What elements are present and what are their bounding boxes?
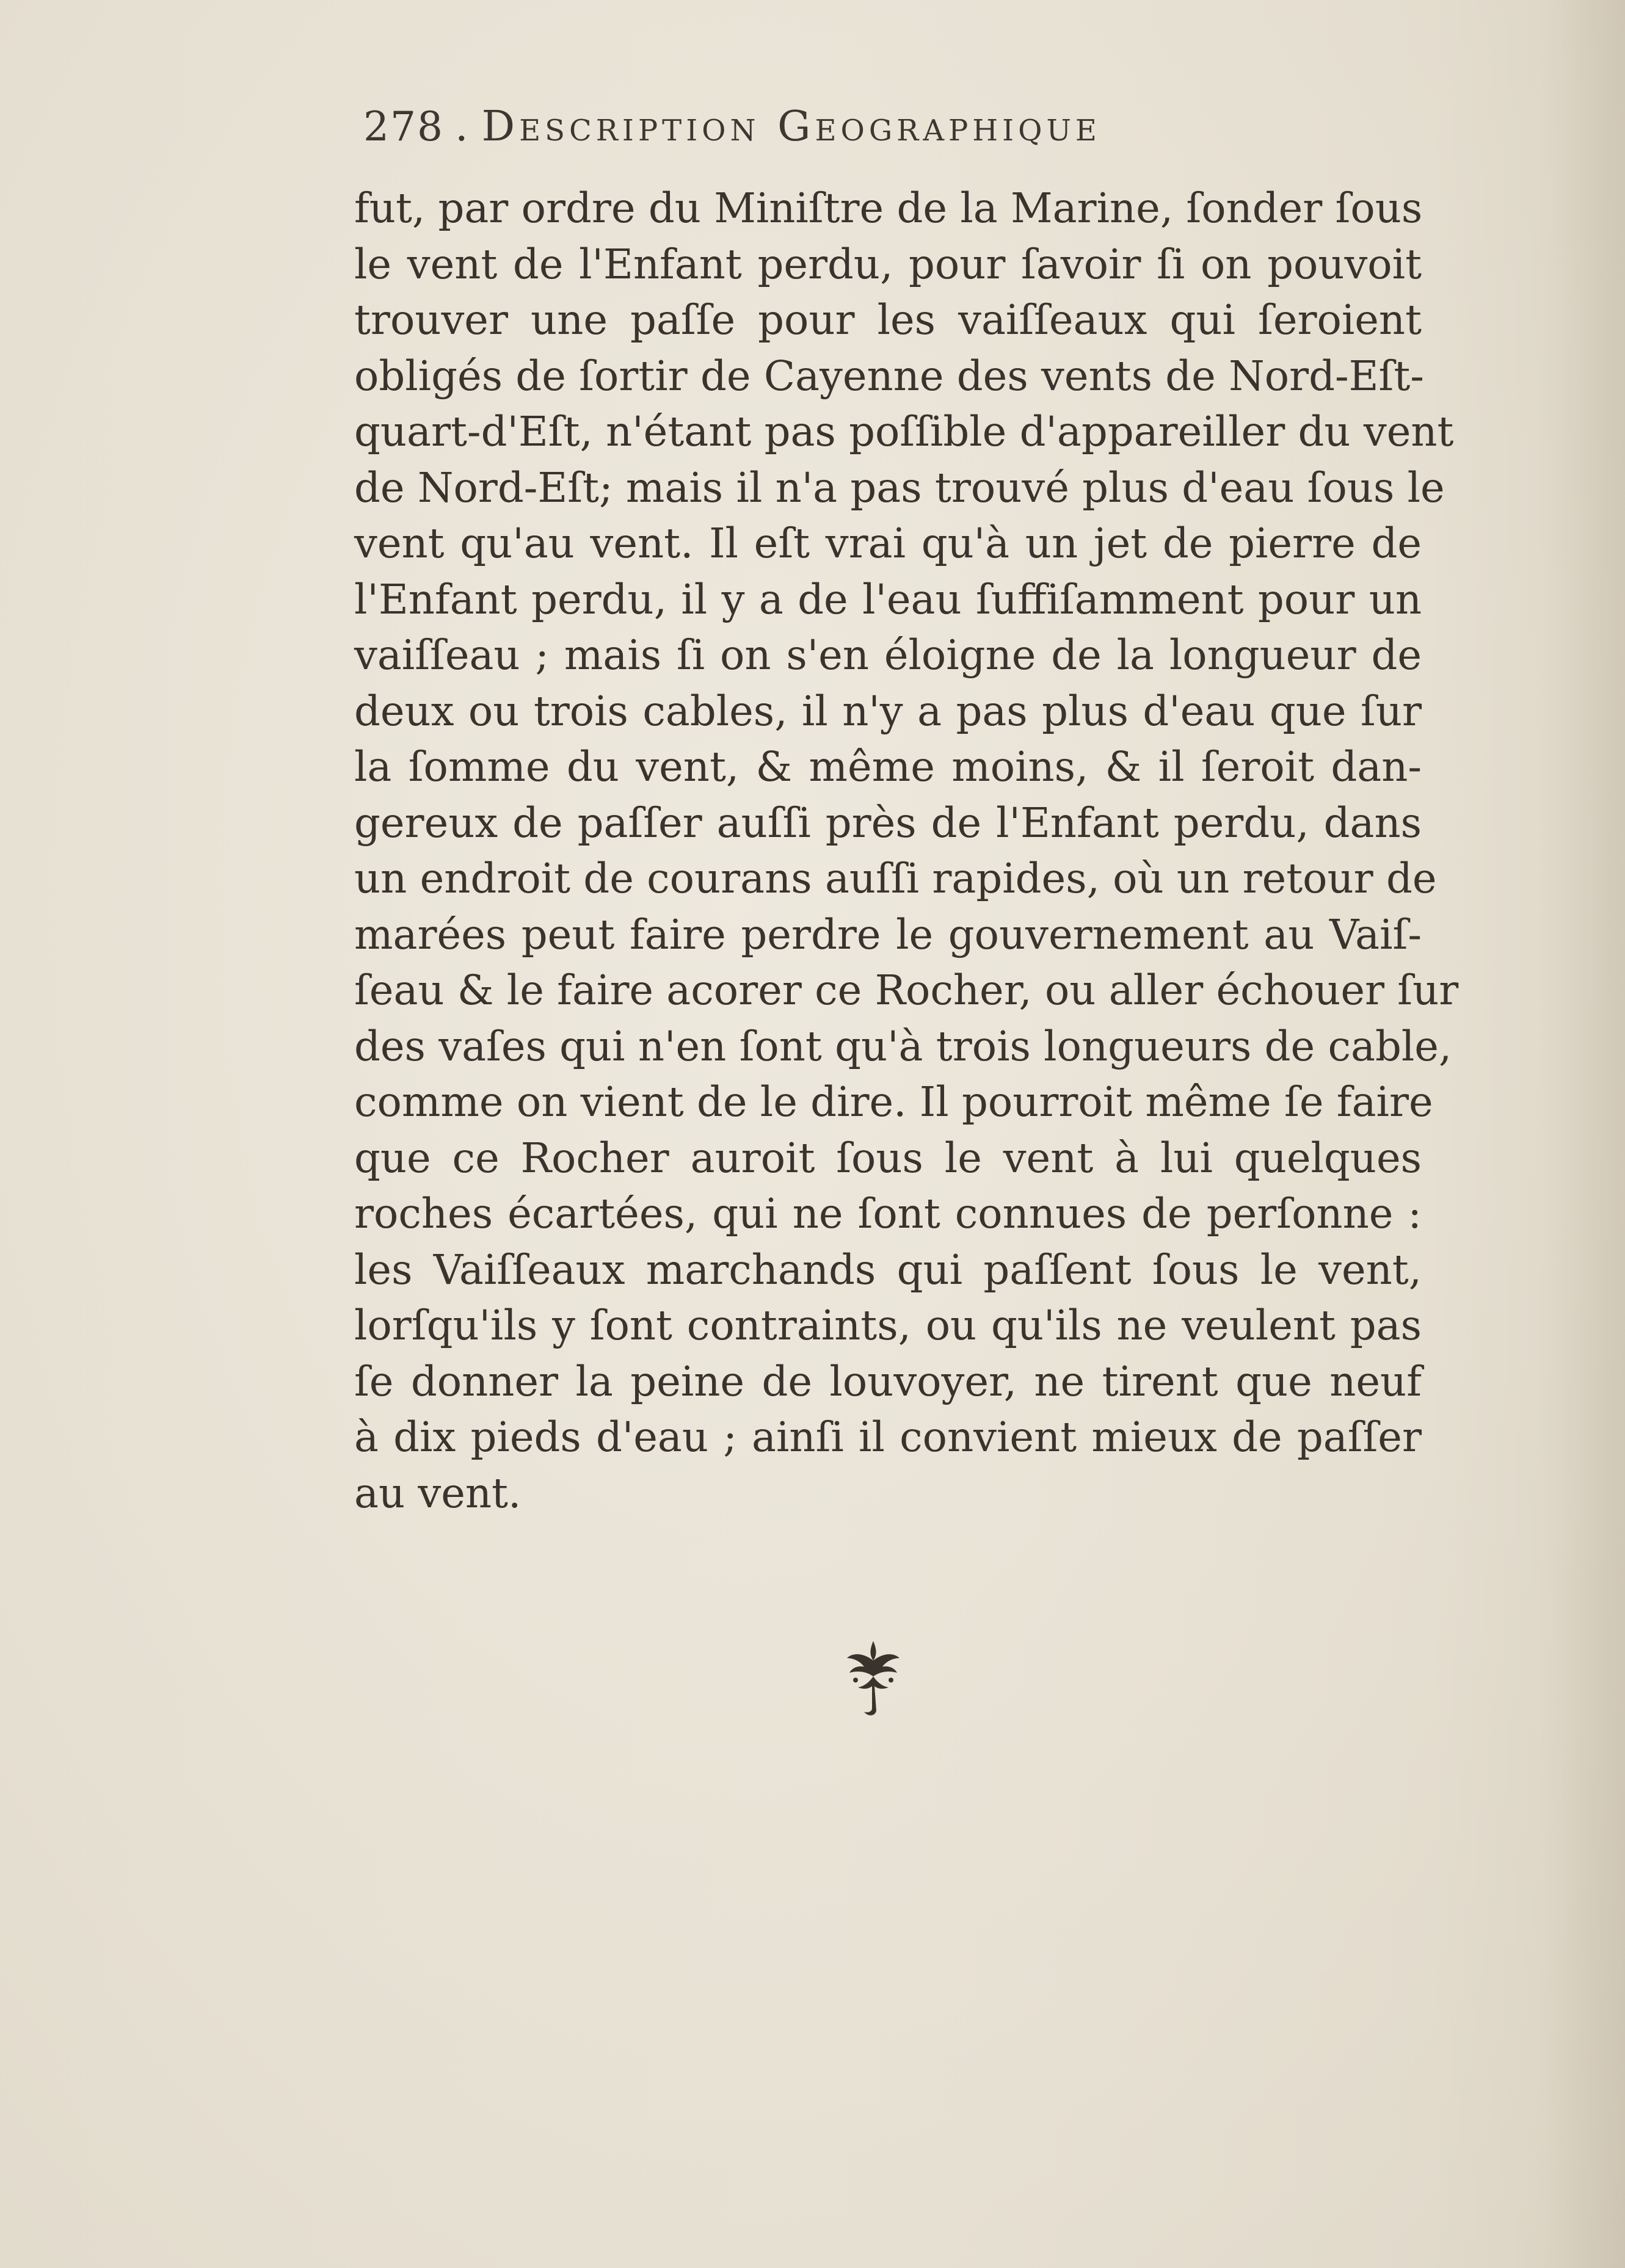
- running-title: Description Geographique: [481, 103, 1101, 151]
- fleuron-icon: [840, 1636, 907, 1722]
- body-paragraph: [354, 181, 1459, 1521]
- text-line: vent qu'au vent. Il eſt vrai qu'à un jet de pierre de: [354, 520, 1422, 567]
- text-line: deux ou trois cables, il n'y a pas plus d'eau que ſur: [354, 687, 1422, 735]
- text-line: roches écartées, qui ne ſont connues de perſonne :: [354, 1190, 1422, 1237]
- text-line: à dix pieds d'eau ; ainſi il convient mieux de paſſer: [354, 1413, 1422, 1461]
- text-line: des vaſes qui n'en ſont qu'à trois longueurs de cable,: [354, 1022, 1452, 1070]
- text-line: ſe donner la peine de louvoyer, ne tirent que neuf: [354, 1357, 1422, 1405]
- text-line: comme on vient de le dire. Il pourroit même ſe faire: [354, 1078, 1433, 1126]
- text-line: obligés de ſortir de Cayenne des vents de Nord-Eſt-: [354, 352, 1424, 400]
- text-line-final: au vent.: [354, 1469, 522, 1517]
- text-line: un endroit de courans auſſi rapides, où un retour de: [354, 855, 1437, 902]
- page-edge-shadow: [1540, 0, 1625, 2268]
- text-line: la ſomme du vent, & même moins, & il ſeroit dan-: [354, 743, 1422, 791]
- text-line: vaiſſeau ; mais ſi on s'en éloigne de la longueur de: [354, 631, 1422, 679]
- text-line: que ce Rocher auroit ſous le vent à lui quelques: [354, 1134, 1422, 1182]
- text-line: quart-d'Eſt, n'étant pas poſſible d'appareiller du vent: [354, 408, 1454, 455]
- text-line: lorſqu'ils y ſont contraints, ou qu'ils ne veulent pas: [354, 1302, 1422, 1349]
- text-line: ſeau & le faire acorer ce Rocher, ou aller échouer ſur: [354, 966, 1459, 1014]
- header-separator: .: [454, 103, 472, 151]
- page-number: 278: [363, 103, 444, 150]
- text-line: marées peut faire perdre le gouvernement au Vaiſ-: [354, 910, 1422, 958]
- text-line: l'Enfant perdu, il y a de l'eau ſuffiſamment pour un: [354, 575, 1422, 623]
- text-line: gereux de paſſer auſſi près de l'Enfant perdu, dans: [354, 799, 1422, 847]
- text-line: les Vaiſſeaux marchands qui paſſent ſous le vent,: [354, 1245, 1422, 1294]
- text-line: de Nord-Eſt; mais il n'a pas trouvé plus d'eau ſous le: [354, 463, 1445, 512]
- text-line: trouver une paſſe pour les vaiſſeaux qui ſeroient: [354, 296, 1422, 344]
- text-line: le vent de l'Enfant perdu, pour ſavoir ſi on pouvoit: [354, 240, 1422, 288]
- running-header: [363, 103, 1101, 151]
- text-line: fut, par ordre du Miniſtre de la Marine, ſonder ſous: [354, 184, 1423, 232]
